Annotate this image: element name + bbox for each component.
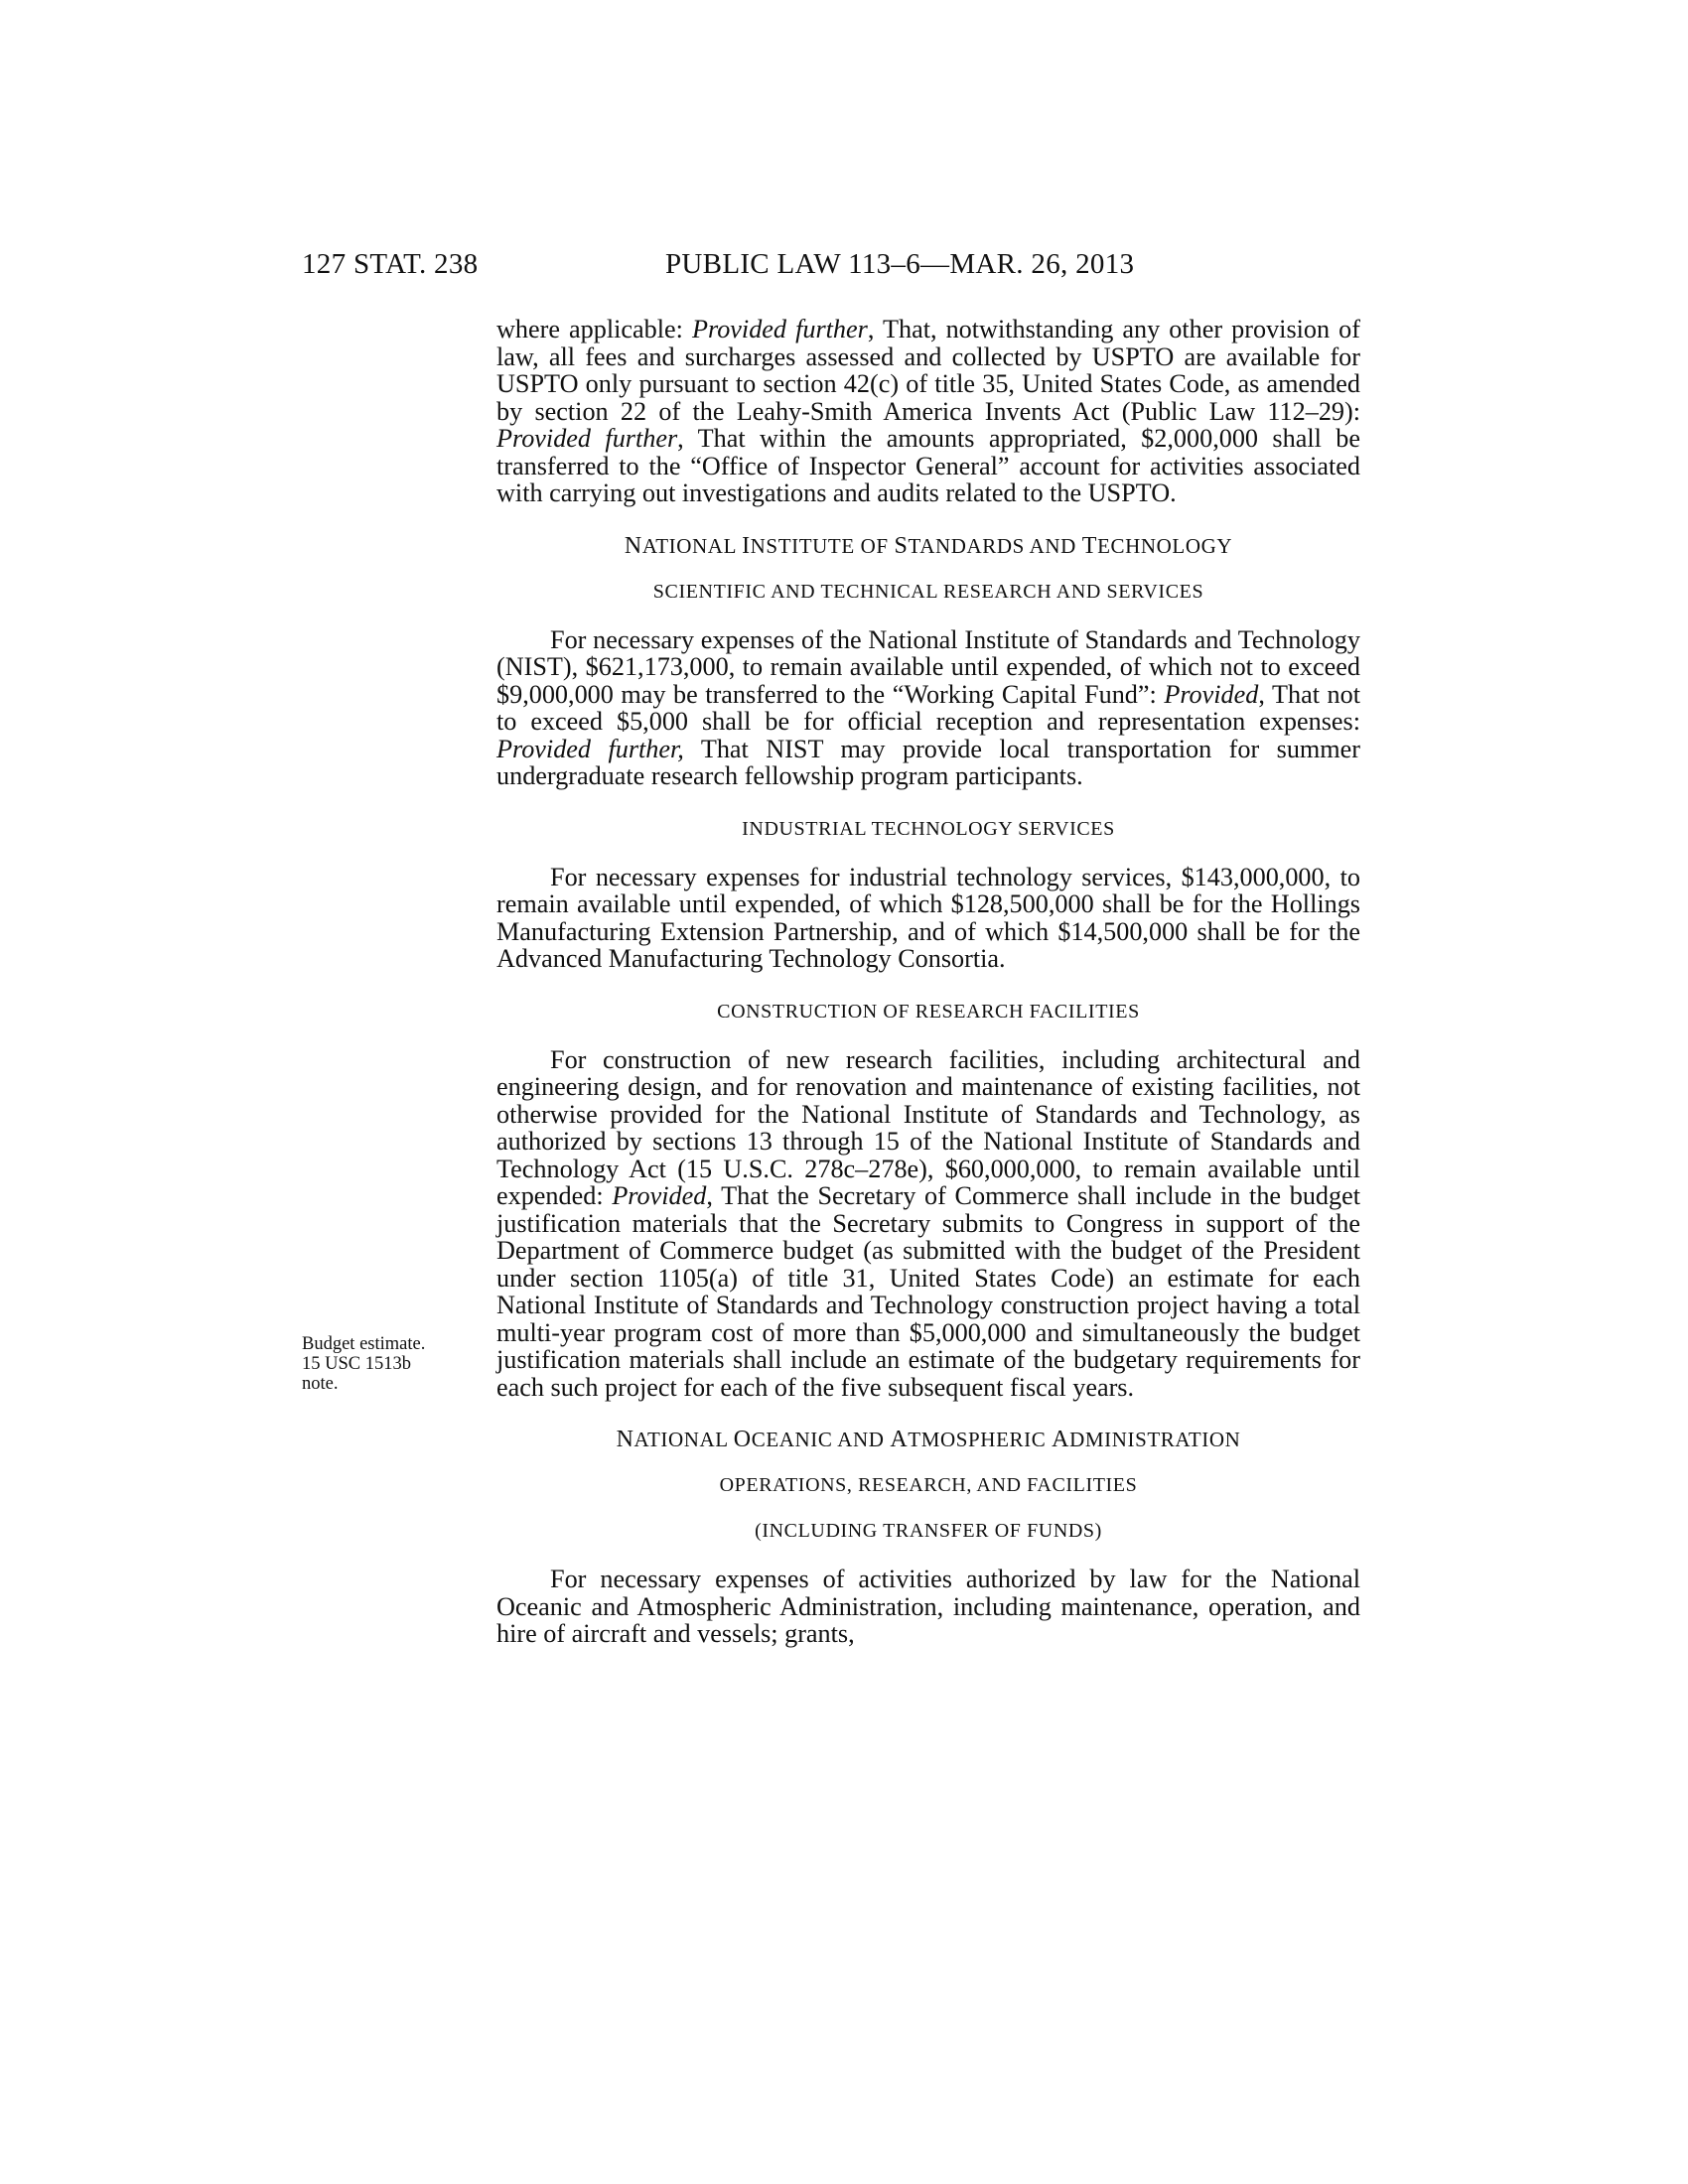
document-body [496,316,1360,1648]
text-run: TMOSPHERIC [908,1428,1053,1451]
page-header [302,248,1360,288]
text-run: T [1081,532,1098,559]
transfer-of-funds-heading: (INCLUDING TRANSFER OF FUNDS) [755,1520,1102,1542]
text-run: For necessary expenses of the National Institute of Standards and Technology (NIST), $621,173,000, to remain available until expended, of which not to exceed $9,000,000 may be transferred to the “Working Capital Fund”: [496,624,1360,709]
text-run: ECHNOLOGY [1097,533,1233,558]
text-run: TANDARDS AND [908,533,1082,558]
margin-note-line: 15 USC 1513b [302,1354,411,1374]
its-heading: INDUSTRIAL TECHNOLOGY SERVICES [742,817,1115,840]
text-run: Provided [612,1181,707,1210]
text-run: Provided [1164,679,1259,709]
text-run: For construction of new research facilities, including architectural and engineering design, and for renovation and maintenance of existing facilities, not otherwise provided for the National Institute of Standards and Technology, as authorized by sections 13 through 15 of the National Institute of Standards and Technology Act (15 U.S.C. 278c–278e), $60,000,000, to remain available until expended: [496,1044,1360,1210]
text-run: , That not to exceed $5,000 shall be for official reception and representation expenses: [496,679,1360,736]
text-run: That NIST may provide local transportation for summer undergraduate research fellowship program participants. [496,734,1361,790]
text-run: Provided further [692,315,868,343]
orf-heading: OPERATIONS, RESEARCH, AND FACILITIES [719,1474,1138,1496]
text-run: ATIONAL [641,533,743,558]
text-run: where applicable: [496,315,692,343]
text-run: A [1052,1427,1070,1452]
noaa-agency-heading [496,1427,1360,1452]
nist-agency-heading [496,533,1360,559]
orf-paragraph: For necessary expenses of activities authorized by law for the National Oceanic and Atmospheric Administration, including maintenance, operation, and hire of aircraft and vessels; grants, [496,1565,1360,1648]
text-run: N [616,1427,634,1452]
text-run: DMINISTRATION [1069,1428,1241,1451]
text-run: O [733,1427,752,1452]
text-run: Provided further [496,424,678,453]
text-run: , That the Secretary of Commerce shall include in the budget justification materials that the Secretary submits to Congress in support of the Department of Commerce budget (as submitted with the budget of the President under section 1105(a) of title 31, United States Code) an estimate for each National Institute of Standards and Technology construction project having a total multi-year program cost of more than $5,000,000 and simultaneously the budget justification materials shall include an estimate of the budgetary requirements for each such project for each of the five subsequent fiscal years. [496,1181,1360,1402]
statute-page-number: 127 STAT. 238 [302,248,479,280]
text-run: Provided further, [496,734,684,763]
text-run: I [742,532,751,559]
public-law-title: PUBLIC LAW 113–6—MAR. 26, 2013 [665,248,1135,280]
text-run: N [624,532,642,559]
strs-heading: SCIENTIFIC AND TECHNICAL RESEARCH AND SERVICES [652,580,1204,603]
margin-note-line: Budget estimate. [302,1334,426,1354]
uspto-paragraph [496,316,1360,507]
text-run: S [894,532,909,559]
margin-note [302,1334,471,1394]
its-paragraph: For necessary expenses for industrial technology services, $143,000,000, to remain available until expended, of which $128,500,000 shall be for the Hollings Manufacturing Extension Partnership, and of which $14,500,000 shall be for the Advanced Manufacturing Technology Consortia. [496,862,1360,973]
text-run: , That, notwithstanding any other provision of law, all fees and surcharges assessed and collected by USPTO are available for USPTO only pursuant to section 42(c) of title 35, United States Code, as amended by section 22 of the Leahy-Smith America Invents Act (Public Law 112–29): [496,315,1360,426]
crf-heading: CONSTRUCTION OF RESEARCH FACILITIES [717,1000,1140,1023]
text-run: ATIONAL [633,1428,734,1451]
text-run: CEANIC AND [751,1428,891,1451]
crf-paragraph [496,1046,1360,1402]
text-run: NSTITUTE OF [750,533,895,558]
text-run: A [890,1427,909,1452]
margin-note-line: note. [302,1374,339,1394]
text-run: , That within the amounts appropriated, $2,000,000 shall be transferred to the “Office of Inspector General” account for activities associated with carrying out investigations and audits related to the USPTO. [496,424,1361,507]
strs-paragraph [496,626,1360,790]
